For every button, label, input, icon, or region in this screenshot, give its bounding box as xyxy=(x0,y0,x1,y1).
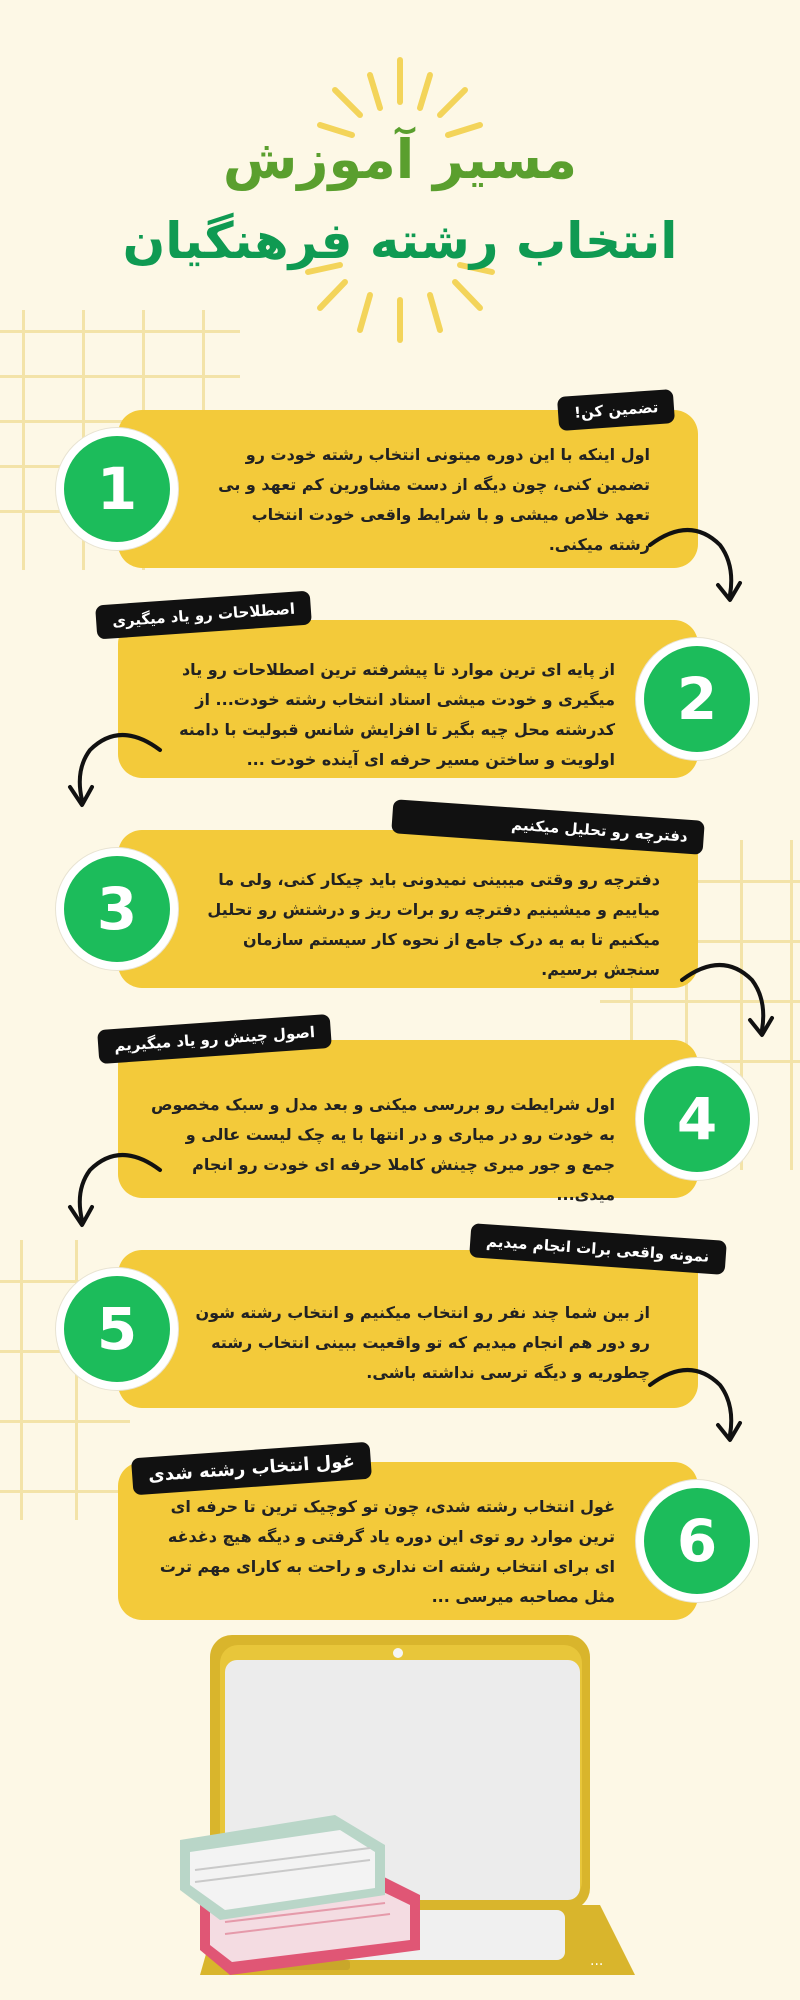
step-text-2: از پایه ای ترین موارد تا پیشرفته ترین اصطلاحات رو یاد میگیری و خودت میشی استاد انتخاب رشته خودت... از کدرشته محل چیه بگیر تا افزایش شانس قبولیت با دامنه اولویت و ساختن مسیر حرفه ای آینده خودت ... xyxy=(179,660,615,769)
step-tag-2: اصطلاحات رو یاد میگیری xyxy=(95,591,312,640)
page-title-line2: انتخاب رشته فرهنگیان xyxy=(122,212,678,270)
step-text-4: اول شرایطت رو بررسی میکنی و بعد مدل و سبک مخصوص به خودت رو در میاری و در انتها با یه چک لیست عالی و جمع و جور میری چینش کاملا حرفه ای خودت رو انجام میدی... xyxy=(150,1095,615,1204)
curved-arrow-icon xyxy=(60,725,170,815)
curved-arrow-icon xyxy=(672,955,782,1045)
curved-arrow-icon xyxy=(60,1145,170,1235)
step-tag-4: اصول چینش رو یاد میگیریم xyxy=(97,1014,332,1064)
step-badge-1: 1 xyxy=(56,428,178,550)
page-title-line1: مسیر آموزش xyxy=(222,128,578,191)
svg-text:...: ... xyxy=(590,1953,604,1969)
sunburst-icon xyxy=(290,50,510,350)
step-tag-1: تضمین کن! xyxy=(557,389,675,431)
step-badge-4: 4 xyxy=(636,1058,758,1180)
curved-arrow-icon xyxy=(640,520,750,610)
step-text-6: غول انتخاب رشته شدی، چون تو کوچیک ترین تا حرفه ای ترین موارد رو توی این دوره یاد گرفتی و دیگه هیچ دغدغه ای برای انتخاب رشته ات نداری و راحت به کارای مهم ترت مثل مصاحبه میرسی ... xyxy=(159,1497,615,1606)
step-badge-3: 3 xyxy=(56,848,178,970)
step-badge-2: 2 xyxy=(636,638,758,760)
step-text-3: دفترچه رو وقتی میبینی نمیدونی باید چیکار کنی، ولی ما میاییم و میشینیم دفترچه رو برات ریز و درشتش رو تحلیل میکنیم تا به یه درک جامع از نحوه کار سیستم سازمان سنجش برسیم. xyxy=(207,870,660,979)
step-tag-6: غول انتخاب رشته شدی xyxy=(131,1442,372,1496)
step-badge-6: 6 xyxy=(636,1480,758,1602)
books-illustration xyxy=(170,1800,440,2000)
curved-arrow-icon xyxy=(640,1360,750,1450)
step-text-1: اول اینکه با این دوره میتونی انتخاب رشته خودت رو تضمین کنی، چون دیگه از دست مشاورین کم تعهد و بی تعهد خلاص میشی و با شرایط واقعی خودت انتخاب رشته میکنی. xyxy=(218,445,650,554)
step-badge-5: 5 xyxy=(56,1268,178,1390)
step-text-5: از بین شما چند نفر رو انتخاب میکنیم و انتخاب رشته شون رو دور هم انجام میدیم که تو واقعیت ببینی انتخاب رشته چطوریه و دیگه ترسی نداشته باشی. xyxy=(195,1303,650,1382)
step-tag-3: دفترچه رو تحلیل میکنیم xyxy=(391,799,705,855)
step-tag-5: نمونه واقعی برات انجام میدیم xyxy=(469,1223,726,1275)
